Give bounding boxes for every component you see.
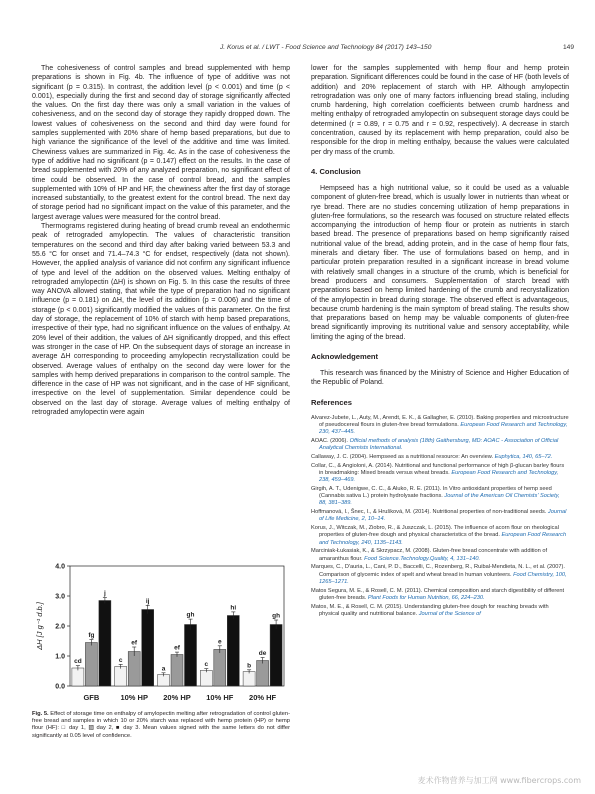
reference-item bbox=[311, 415, 569, 437]
significance-letter: a bbox=[161, 665, 166, 673]
section-heading-references: References bbox=[311, 397, 352, 407]
y-tick-label: 4.0 bbox=[55, 563, 65, 571]
right-column bbox=[311, 64, 569, 620]
reference-journal-link[interactable]: Journal of Life Medicine, 2, 10–14. bbox=[319, 509, 567, 523]
reference-text: Collar, C., & Angioloni, A. (2014). Nutritional and functional performance of high β-glucan barley flours in breadmaking: Mixed breads versus wheat breads. bbox=[311, 462, 565, 476]
significance-letter: c bbox=[204, 661, 209, 669]
significance-letter: b bbox=[247, 662, 252, 670]
bar bbox=[214, 649, 226, 686]
significance-letter: fg bbox=[88, 632, 95, 639]
paragraph-cohesiveness: The cohesiveness of control samples and bread supplemented with hemp preparations is shown in Fig. 4b. The influence of type of additive was not significant (p = 0.315). In contrast, the addition level (p < 0.001) and time (p < 0.001), especially during the first and second day of storage significantly affected the values. On the first day there was only a small variation in the values of cohesiveness, and on the second day of storage they rapidly dropped down. The lowest values of cohesiveness on the second and third day were found for samples supplemented with 20% share of hemp based preparations, but due to high variance the significance of the level of the additive and time was limited. Chewiness values are summarized in Fig. 4c. As in the case of cohesiveness the type of additive had no significant (p = 0.147) effect on the results. In the case of bread supplemented with 20% of any analyzed preparation, no significant effect of time could be observed. In the case of control bread, and the samples supplemented with 10% of HP and HF, the chewiness after the first day of storage increased substantially, to the greatest extent for the control bread. The next day of storage period had no significant impact on the value of this parameter, and the largest average values were measured for the control bread. bbox=[32, 65, 290, 221]
reference-item bbox=[311, 509, 569, 524]
bar bbox=[171, 655, 183, 687]
reference-text: Alvarez-Jubete, L., Auty, M., Arendt, E. K., & Gallagher, E. (2010). Baking properties and microstructure of pseudocereal flours in gluten-free bread formulations. bbox=[311, 414, 569, 428]
figure-caption bbox=[32, 711, 290, 740]
reference-text: Matos Segura, M. E., & Rosell, C. M. (2011). Chemical composition and starch digestibility of different gluten-free breads. bbox=[311, 587, 565, 601]
reference-text: Girgih, A. T., Udenigwe, C. C., & Aluko, R. E. (2011). In Vitro antioxidant properties of hemp seed (Cannabis sativa L.) protein hydrolysate fractions. bbox=[311, 485, 552, 500]
significance-letter: ef bbox=[174, 644, 180, 652]
paragraph-conclusion: Hempseed has a high nutritional value, so it could be used as a valuable component of gluten-free bread, which is usually lower in nutrients than wheat or rye bread. There are no studies concerning utilization of hemp preparations in gluten-free formulations, so the research was focused on structure related effects accompanying the introduction of hemp flour or protein as nutrients in starch based bread. The presence of preparations based on hemp significantly raised nutritional value of the bread, adding protein, and in the case of hemp flour fats, minerals and dietary fiber. The use of formulations based on hemp, and in particular protein preparation resulted in a significant increase in bread volume with relatively small changes in a structure of the crumb, which is beneficial for bread producers and consumers. Supplementation of starch bread with preparations based on hemp limited hardening of the crumb and recrystallization of the amylopectin in bread during storage. The observed effect is advantageous, because crumb hardening is the main symptom of bread staling. The results show that preparations based on hemp may be valuable components of gluten-free bread significantly improving its nutritional value and sensory acceptability, while limiting the aging of the bread. bbox=[311, 184, 569, 341]
significance-letter: e bbox=[217, 638, 222, 646]
x-tick-label: 10% HF bbox=[206, 693, 234, 702]
reference-text: Callaway, J. C. (2004). Hempseed as a nutritional resource: An overview. bbox=[311, 453, 495, 460]
paragraph-acknowledgement: This research was financed by the Ministry of Science and Higher Education of the Republic of Poland. bbox=[311, 370, 569, 387]
caption-label: Fig. 5. bbox=[32, 711, 49, 717]
bar bbox=[227, 616, 239, 687]
y-tick-label: 3.0 bbox=[55, 593, 65, 601]
reference-text: Korus, J., Witczak, M., Ziobro, R., & Juszczak, L. (2015). The influence of acorn flour on rheological properties of gluten-free dough and physical characteristics of the bread. bbox=[311, 525, 559, 539]
reference-text: Matos, M. E., & Rosell, C. M. (2015). Understanding gluten-free dough for reaching breads with physical quality and nutritional balance. bbox=[311, 603, 549, 617]
reference-list bbox=[311, 415, 569, 619]
significance-letter: ij bbox=[145, 597, 150, 605]
watermark: 麦术作物营养与加工网 www.fibercrops.com bbox=[417, 776, 581, 785]
bar bbox=[99, 601, 111, 687]
bar bbox=[142, 610, 154, 687]
y-tick-label: 1.0 bbox=[55, 653, 65, 661]
reference-item bbox=[311, 486, 569, 508]
left-column bbox=[32, 64, 290, 417]
bar bbox=[243, 672, 255, 686]
bar bbox=[85, 643, 97, 687]
reference-item bbox=[311, 564, 569, 586]
reference-text: Marciniak-Łukasiak, K., & Skrzypacz, M. (2008). Gluten-free bread concentrate with addition of amaranthus flour. bbox=[311, 548, 548, 562]
bar bbox=[270, 625, 282, 687]
x-tick-label: 20% HP bbox=[163, 693, 191, 702]
x-tick-label: 10% HP bbox=[120, 693, 148, 702]
reference-text: AOAC. (2006). bbox=[311, 437, 350, 444]
reference-journal-link[interactable]: European Food Research and Technology, 240, 1135–1143. bbox=[319, 532, 567, 546]
reference-journal-link[interactable]: Food Science.Technology.Quality, 4, 131–140. bbox=[364, 555, 481, 562]
reference-text: Hoffmanová, I., Šnec, I., & Hrušková, M. (2014). Nutritional properties of non-traditional seeds. bbox=[311, 509, 548, 516]
reference-item bbox=[311, 548, 569, 563]
significance-letter: j bbox=[103, 590, 106, 597]
significance-letter: de bbox=[258, 650, 267, 657]
section-heading-acknowledgement: Acknowledgement bbox=[311, 352, 379, 362]
reference-item bbox=[311, 604, 569, 619]
reference-journal-link[interactable]: Journal of the Science of bbox=[418, 610, 481, 617]
y-axis-label: ΔH [J g⁻¹ d.b.] bbox=[35, 602, 44, 650]
reference-item bbox=[311, 463, 569, 485]
y-tick-label: 0.0 bbox=[55, 683, 65, 691]
figure-5-chart bbox=[32, 558, 290, 708]
x-tick-label: 20% HF bbox=[249, 693, 277, 702]
bar bbox=[72, 668, 84, 686]
x-tick-label: GFB bbox=[83, 693, 100, 702]
reference-journal-link[interactable]: Food Chemistry, 100, 1265–1271. bbox=[319, 571, 567, 585]
significance-letter: c bbox=[118, 656, 123, 664]
bar bbox=[185, 625, 197, 687]
enthalpy-bar-chart bbox=[32, 558, 290, 708]
running-head bbox=[0, 44, 595, 56]
significance-letter: gh bbox=[272, 612, 281, 620]
caption-text: Effect of storage time on enthalpy of amylopectin melting after retrogradation of control gluten-free bread and samples in which 10 or 20% starch was replaced with hemp protein (HP) or hemp flour (HF): □ day 1, ▨ day 2, ■ day 3. Mean values signed with the same letters do not differ significantly at 0.05 level of confidence. bbox=[32, 711, 290, 739]
bar bbox=[257, 661, 269, 687]
reference-journal-link[interactable]: Journal of the American Oil Chemists' Society, 88, 381–389. bbox=[319, 493, 560, 507]
reference-text: Marques, C., D'auria, L., Cani, P. D., Baccelli, C., Rozenberg, R., Ruibal-Mendieta, N. L., et al. (2007). Comparison of glycemic index of spelt and wheat bread in human volunteers. bbox=[311, 564, 565, 578]
journal-citation: J. Korus et al. / LWT - Food Science and Technology 84 (2017) 143–150 bbox=[220, 44, 432, 51]
page-number: 149 bbox=[562, 44, 574, 51]
section-heading-conclusion: 4. Conclusion bbox=[311, 166, 361, 176]
reference-item bbox=[311, 525, 569, 547]
reference-journal-link[interactable]: European Food Research and Technology, 238, 459–469. bbox=[319, 469, 559, 484]
significance-letter: hi bbox=[230, 604, 237, 612]
significance-letter: ef bbox=[131, 639, 138, 647]
bar bbox=[200, 670, 212, 686]
bar bbox=[128, 652, 140, 687]
reference-item bbox=[311, 438, 569, 453]
paragraph-thermograms: Thermograms registered during heating of bread crumb reveal an endothermic peak of retrograded amylopectin. The values of characteristic transition temperatures on the second and third day after baking varied between 53.3 and 55.6 °C for onset and 71.4–74.3 °C for endset, respectively (data not shown). However, the applied analysis of variance did not confirm any significant influence of type and level of the addition on the observed values. Melting enthalpy of retrograded amylopectin (ΔH) is shown on Fig. 5. In this case the results of three way ANOVA allowed stating, that while the type of preparation had no significant influence (p = 0.181) on ΔH, the level of its addition (p = 0.006) and the time of storage (p < 0.001) significantly modified the values of this parameter. On the first day of storage, the replacement of 10% of starch with hemp based preparations, irrespective of their type, had no significant influence on the values of enthalpy. At 20% level of their addition, the values of ΔH significantly dropped, and this effect was stronger in the case of HP. On the subsequent days of storage an increase in average ΔH corresponding to proceeding amylopectin recrystallization could be observed. Average values of enthalpy on the second day were lower for the samples with hemp derived preparations in comparison to the control sample. The difference in the case of HP was not significant, and in the case of HF significant, irrespective on the level of supplementation. Similar dependence could be observed on the last day of storage. Average values of melting enthalpy of retrograded amylopectin were again bbox=[32, 223, 290, 416]
bar bbox=[115, 667, 127, 687]
significance-letter: gh bbox=[186, 611, 195, 619]
reference-journal-link[interactable]: Plant Foods for Human Nutrition, 66, 224–230. bbox=[367, 594, 485, 601]
reference-journal-link[interactable]: European Food Research and Technology, 230, 437–445. bbox=[319, 421, 568, 436]
reference-journal-link[interactable]: Euphytica, 140, 65–72. bbox=[494, 453, 553, 460]
reference-item bbox=[311, 588, 569, 603]
significance-letter: cd bbox=[74, 658, 82, 666]
y-tick-label: 2.0 bbox=[55, 623, 65, 631]
reference-journal-link[interactable]: Official methods of analysis (18th) Gaithersburg, MD: AOAC - Association of Official Analytical Chemists International. bbox=[319, 437, 559, 452]
paragraph-continuation: lower for the samples supplemented with hemp flour and hemp protein preparation. Significant differences could be found in the case of HF (both levels of addition) and 20% replacement of starch with HP. Although amylopectin retrogradation was only one of many factors influencing bread staling, including crumb hardening, high correlation coefficients between crumb hardness and melting enthalpy of retrograded amylopectin on subsequent storage days could be determined (r = 0.89, r = 0.75 and r = 0.92, respectively). A decrease in starch concentration, caused by its replacement with hemp preparation, could also be responsible for the drop in melting enthalpy, because the values were calculated per dry mass of the crumb. bbox=[311, 65, 569, 156]
reference-item bbox=[311, 454, 569, 461]
